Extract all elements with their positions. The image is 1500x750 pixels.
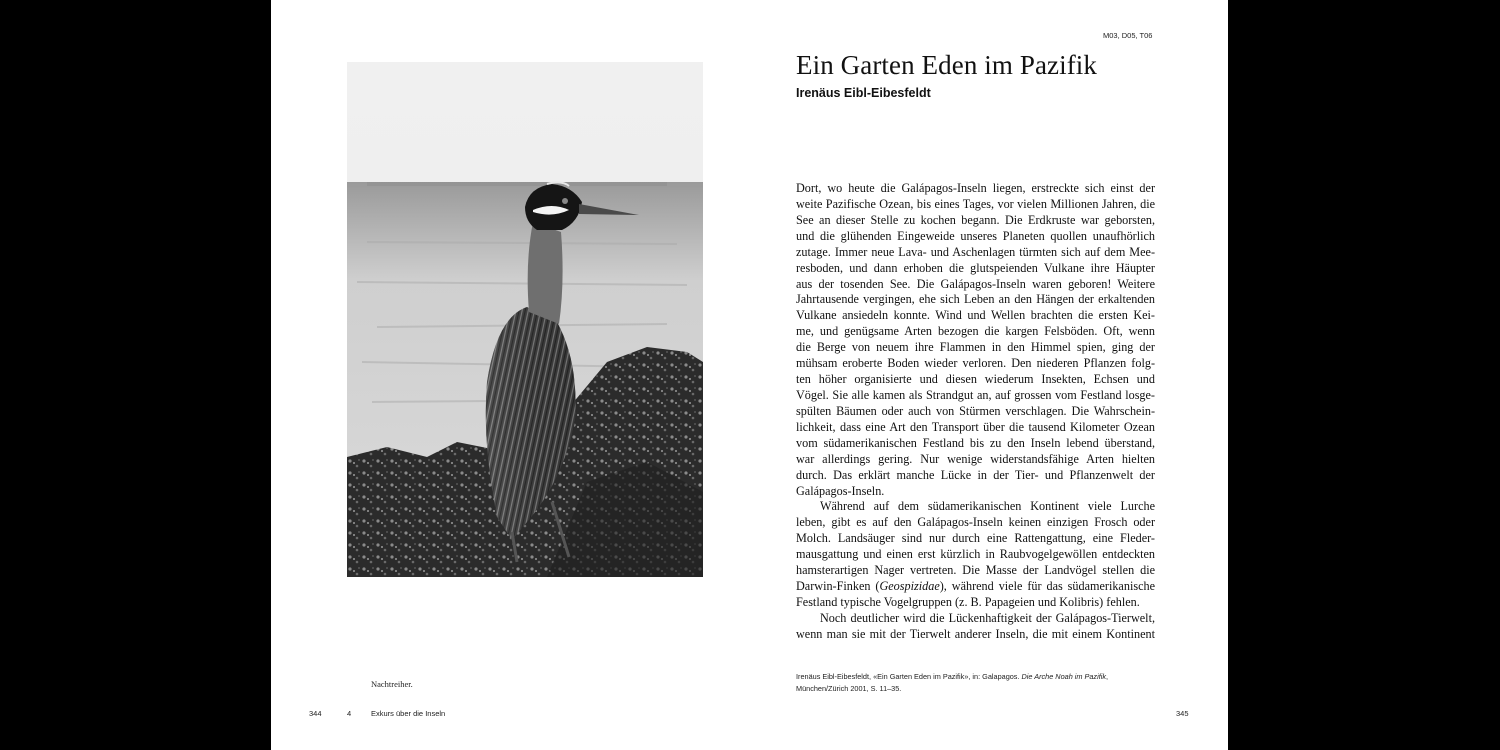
body-line-darwin xyxy=(796,579,1155,595)
text-run: ), während viele für das südamerikanische xyxy=(939,579,1155,594)
body-line: aus der tosenden See. Die Galápagos-Inseln waren geboren! Weitere xyxy=(796,276,1155,291)
body-line: durch. Das erklärt manche Lücke in der Tier- und Pflanzenwelt der xyxy=(796,467,1155,482)
body-line: mausgattung und einen erst kürzlich in Raubvogelgewöllen entdeckten xyxy=(796,547,1155,562)
body-line: Noch deutlicher wird die Lückenhaftigkeit der Galápagos-Tierwelt, xyxy=(820,610,1155,625)
citation-book-title: Die Arche Noah im Pazifik xyxy=(1021,672,1106,681)
chapter-number: 4 xyxy=(347,709,352,718)
article-body xyxy=(796,181,1155,643)
body-line: Festland typische Vogelgruppen (z. B. Papageien und Kolibris) fehlen. xyxy=(796,594,1140,609)
reference-tags: M03, D05, T06 xyxy=(1103,31,1153,40)
body-line: See an dieser Stelle zu kochen begann. Die Erdkruste war geborsten, xyxy=(796,212,1155,227)
taxon-name: Geospizidae xyxy=(879,579,940,594)
body-line: vom südamerikanischen Festland bis zu den Inseln lebend überstand, xyxy=(796,435,1155,450)
article-title: Ein Garten Eden im Pazifik xyxy=(796,50,1098,80)
article-author: Irenäus Eibl-Eibesfeldt xyxy=(796,86,931,100)
body-line: resboden, und dann erhoben die glutspeienden Vulkane ihre Häupter xyxy=(796,260,1155,275)
body-line: Vulkane ansiedeln konnte. Wind und Wellen brachten die ersten Kei- xyxy=(796,308,1155,323)
body-line: zutage. Immer neue Lava- und Aschenlagen türmten sich auf dem Mee- xyxy=(796,244,1155,259)
citation-text: , xyxy=(1106,672,1109,681)
source-citation xyxy=(796,671,1156,695)
body-line: war allerdings gering. Nur wenige widerstandsfähige Arten hielten xyxy=(796,451,1155,466)
body-line: spülten Bäumen oder auch von Stürmen verschlagen. Die Wahrschein- xyxy=(796,403,1155,418)
body-line: mühsam eroberte Boden wieder verloren. Den niederen Pflanzen folg- xyxy=(796,356,1155,371)
citation-text: Irenäus Eibl-Eibesfeldt, «Ein Garten Eden im Pazifik», in: Galapagos. xyxy=(796,672,1022,681)
text-run: Darwin-Finken ( xyxy=(796,579,880,594)
body-line: Dort, wo heute die Galápagos-Inseln liegen, erstreckte sich einst der xyxy=(796,181,1155,195)
body-line: die Berge von neuem ihre Flammen in den Himmel spien, ging der xyxy=(796,340,1155,355)
photo-heron-icon xyxy=(347,62,703,577)
body-line: ten höher organisierte und diesen wiederum Insekten, Echsen und xyxy=(796,372,1155,387)
heron-photo xyxy=(347,62,703,577)
body-line: lichkeit, dass eine Art den Transport über die tausend Kilometer Ozean xyxy=(796,419,1155,434)
book-spread xyxy=(271,0,1228,750)
body-line: leben, gibt es auf den Galápagos-Inseln keinen einzigen Frosch oder xyxy=(796,515,1155,530)
page-number-left: 344 xyxy=(309,709,322,718)
body-line: und die glühenden Eingeweide unseres Planeten quollen unaufhörlich xyxy=(796,228,1155,243)
body-line: Molch. Landsäuger sind nur durch eine Rattengattung, eine Fleder- xyxy=(796,531,1155,546)
body-line: me, und genügsame Arten bezogen die kargen Felsböden. Oft, wenn xyxy=(796,324,1155,339)
body-line: Galápagos-Inseln. xyxy=(796,483,885,498)
body-line: Jahrtausende vergingen, ehe sich Leben an den Hängen der erkaltenden xyxy=(796,292,1155,307)
body-line: wenn man sie mit der Tierwelt anderer Inseln, die mit einem Kontinent xyxy=(796,626,1155,641)
photo-caption: Nachtreiher. xyxy=(371,679,413,689)
body-line: weite Pazifische Ozean, bis eines Tages, vor vielen Millionen Jahren, die xyxy=(796,196,1155,211)
body-line: Vögel. Sie alle kamen als Strandgut an, auf grossen vom Festland losge- xyxy=(796,387,1155,402)
citation-publication: München/Zürich 2001, S. 11–35. xyxy=(796,684,902,693)
page-number-right: 345 xyxy=(1176,709,1189,718)
body-line: hamsterartigen Nager vertreten. Die Masse der Landvögel stellen die xyxy=(796,563,1155,578)
running-header-chapter-title: Exkurs über die Inseln xyxy=(371,709,446,718)
body-line: Während auf dem südamerikanischen Kontinent viele Lurche xyxy=(820,499,1155,514)
